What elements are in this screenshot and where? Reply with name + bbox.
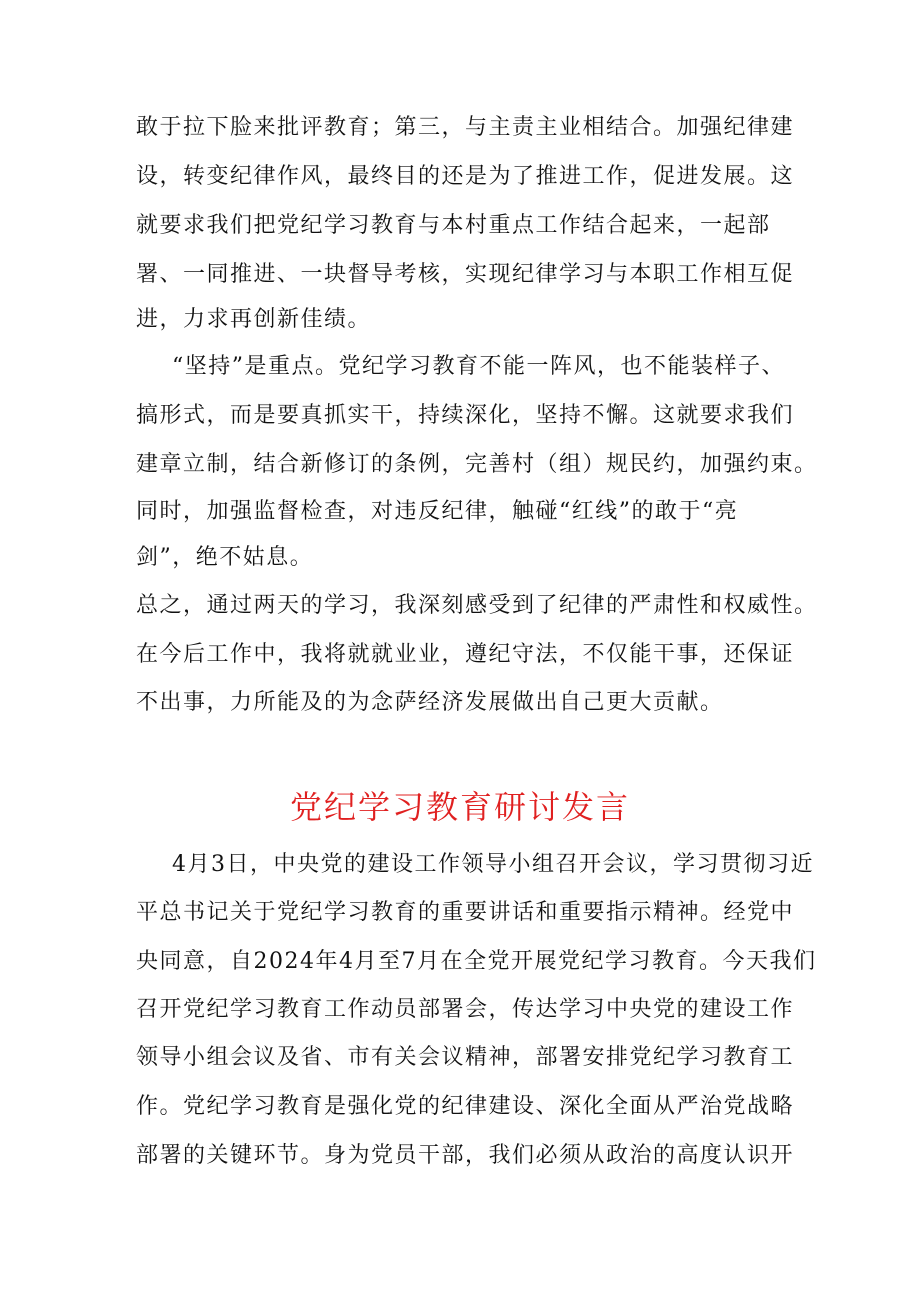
paragraph-line: 搞形式，而是要真抓实干，持续深化，坚持不懈。这就要求我们 — [136, 403, 795, 428]
paragraph-line: 不出事，力所能及的为念萨经济发展做出自己更大贡献。 — [136, 690, 724, 715]
paragraph-line: 署、一同推进、一块督导考核，实现纪律学习与本职工作相互促 — [136, 262, 795, 287]
paragraph-line: 在今后工作中，我将就就业业，遵纪守法，不仅能干事，还保证 — [136, 642, 795, 667]
paragraph-line: 剑”，绝不姑息。 — [136, 545, 314, 570]
paragraph-line: “坚持”是重点。党纪学习教育不能一阵风，也不能装样子、 — [172, 354, 785, 379]
paragraph-line: 建章立制，结合新修订的条例，完善村（组）规民约，加强约束。 — [136, 452, 818, 477]
paragraph-line: 召开党纪学习教育工作动员部署会，传达学习中央党的建设工作 — [136, 997, 795, 1022]
paragraph-line: 部署的关键环节。身为党员干部，我们必须从政治的高度认识开 — [136, 1143, 795, 1168]
paragraph-line: 设，转变纪律作风，最终目的还是为了推进工作，促进发展。这 — [136, 164, 795, 189]
paragraph-line: 总之，通过两天的学习，我深刻感受到了纪律的严肃性和权威性。 — [136, 593, 818, 618]
paragraph-line: 作。党纪学习教育是强化党的纪律建设、深化全面从严治党战略 — [136, 1094, 795, 1119]
paragraph-line: 敢于拉下脸来批评教育；第三，与主责主业相结合。加强纪律建 — [136, 115, 795, 140]
paragraph-line: 同时，加强监督检查，对违反纪律，触碰“红线”的敢于“亮 — [136, 499, 739, 524]
paragraph-line: 央同意，自2024年4月至7月在全党开展党纪学习教育。今天我们 — [136, 949, 817, 974]
paragraph-line: 4月3日，中央党的建设工作领导小组召开会议，学习贯彻习近 — [172, 852, 814, 877]
paragraph-line: 领导小组会议及省、市有关会议精神，部署安排党纪学习教育工 — [136, 1045, 795, 1070]
paragraph-line: 平总书记关于党纪学习教育的重要讲话和重要指示精神。经党中 — [136, 900, 795, 925]
paragraph-line: 进，力求再创新佳绩。 — [136, 307, 372, 332]
paragraph-line: 就要求我们把党纪学习教育与本村重点工作结合起来，一起部 — [136, 213, 771, 238]
section-title: 党纪学习教育研讨发言 — [289, 788, 630, 826]
